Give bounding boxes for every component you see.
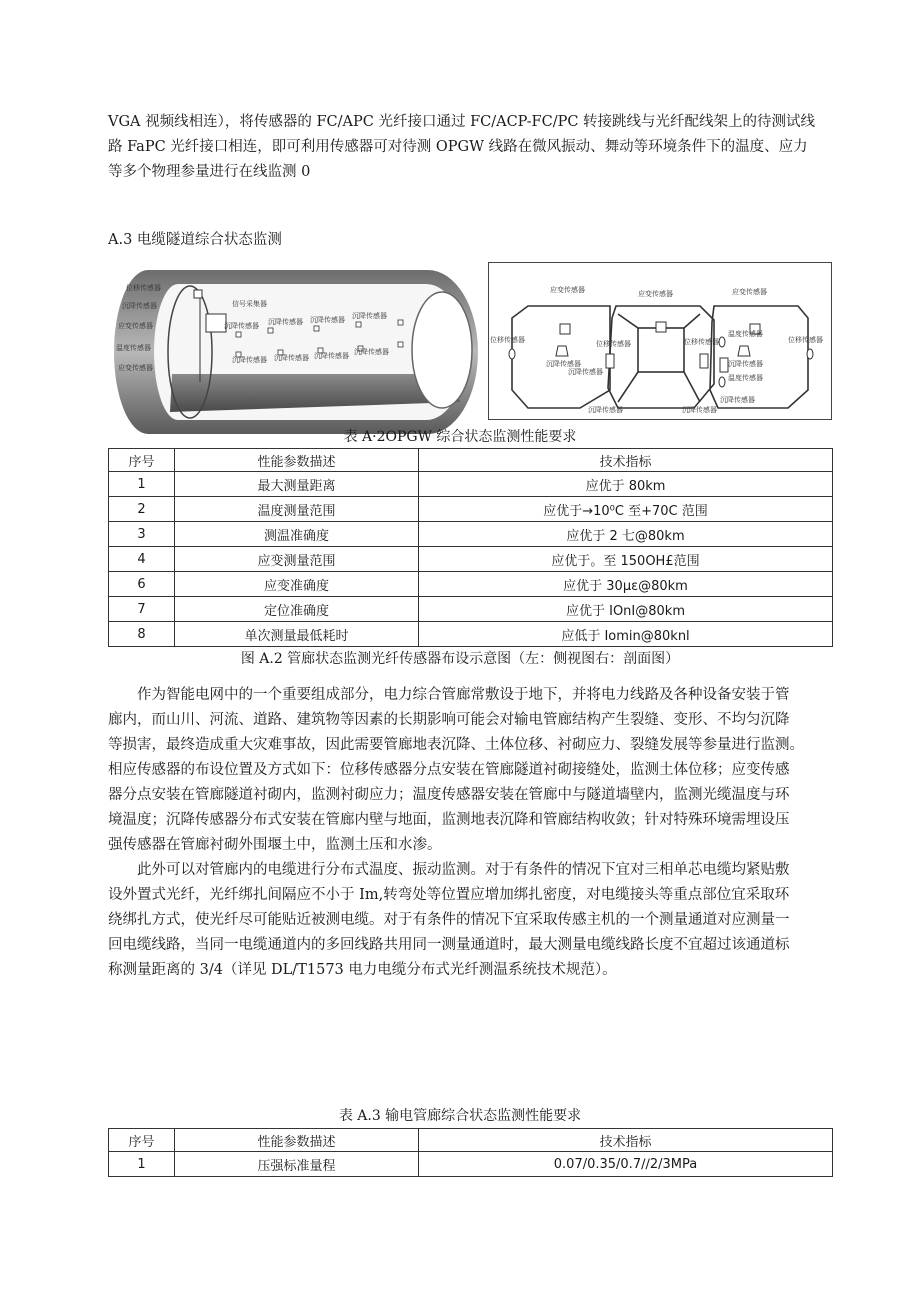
tunnel-side-view-figure: [108, 262, 480, 438]
body-line: 此外可以对管廊内的电缆进行分布式温度、振动监测。对于有条件的情况下宜对三相单芯电缆均紧贴敷: [137, 862, 790, 878]
col-header: 序号: [109, 1129, 175, 1152]
table-row: [109, 1152, 833, 1177]
cell: 6: [109, 572, 175, 597]
settle-bottom-label: 沉降传感器: [588, 406, 623, 414]
cell: 应低于 Iomin@80knl: [419, 622, 833, 647]
col-header: 技术指标: [419, 449, 833, 472]
cell: 应优于 IOnI@80km: [419, 597, 833, 622]
inner-label: 沉降传感器: [314, 352, 349, 360]
body-paragraph-2: [108, 858, 834, 983]
body-line: 绕绑扎方式，使光纤尽可能贴近被测电缆。对于有条件的情况下宜采取传感主机的一个测量通道对应测量一: [108, 912, 790, 928]
disp-label: 位移传感器: [788, 336, 823, 344]
col-header: 性能参数描述: [175, 1129, 419, 1152]
figure-caption: 图 A.2 管廊状态监测光纤传感器布设示意图（左：侧视图右：剖面图）: [240, 651, 680, 667]
settle-label: 沉降传感器: [546, 360, 581, 368]
body-line: 设外置式光纤，光纤绑扎间隔应不小于 Im,转弯处等位置应增加绑扎密度，对电缆接头等重点部位宜采取环: [108, 887, 790, 903]
temp-label: 温度传感器: [728, 374, 763, 382]
inner-label: 沉降传感器: [274, 354, 309, 362]
intro-paragraph: [108, 110, 834, 185]
col-header: 技术指标: [419, 1129, 833, 1152]
intro-line: 路 FaPC 光纤接口相连，即可利用传感器可对待测 OPGW 线路在微风振动、舞动等环境条件下的温度、应力: [108, 139, 808, 155]
cell: 应优于 80km: [419, 472, 833, 497]
cell: 应优于。至 150OH£范围: [419, 547, 833, 572]
table2: [108, 1128, 833, 1177]
signal-collector-box: [206, 314, 226, 332]
cell: 应变准确度: [175, 572, 419, 597]
col-header: 性能参数描述: [175, 449, 419, 472]
tunnel-cross-section-figure: [488, 262, 832, 420]
top-label: 应变传感器: [732, 288, 767, 296]
body-line: 等损害，最终造成重大灾难事故，因此需要管廊地表沉降、土体位移、衬砌应力、裂缝发展等参量进行监测。: [108, 737, 804, 753]
table1: [108, 448, 833, 647]
body-paragraph-1: [108, 683, 834, 858]
settle-label: 沉降传感器: [568, 368, 603, 376]
inner-label: 沉降传感器: [310, 316, 345, 324]
top-label: 应变传感器: [638, 290, 673, 298]
body-line: 廊内，而山川、河流、道路、建筑物等因素的长期影响可能会对输电管廊结构产生裂缝、变形、不均匀沉降: [108, 712, 790, 728]
body-line: 称测量距离的 3/4（详见 DL/T1573 电力电缆分布式光纤测温系统技术规范）。: [108, 962, 617, 978]
cell: 温度测量范围: [175, 497, 419, 522]
cell: 定位准确度: [175, 597, 419, 622]
col-header: 序号: [109, 449, 175, 472]
body-line: 强传感器在管廊衬砌外围堰土中，监测土压和水渗。: [108, 837, 442, 853]
left-label: 沉降传感器: [122, 302, 157, 310]
left-label: 温度传感器: [116, 344, 151, 352]
table1-title: 表 A·2OPGW 综合状态监测性能要求: [343, 429, 577, 445]
figure-frame: [489, 263, 832, 420]
intro-line: VGA 视频线相连），将传感器的 FC/APC 光纤接口通过 FC/ACP-FC/PC 转接跳线与光纤配线架上的待测试线: [108, 114, 816, 130]
inner-label: 沉降传感器: [354, 348, 389, 356]
cell: 4: [109, 547, 175, 572]
cell: 0.07/0.35/0.7∕∕2/3MPa: [419, 1152, 833, 1177]
body-line: 回电缆线路，当同一电缆通道内的多回线路共用同一测量通道时，最大测量电缆线路长度不宜超过该通道标: [108, 937, 790, 953]
table-row: [109, 547, 833, 572]
settle-label: 沉降传感器: [728, 360, 763, 368]
intro-line: 等多个物理参量进行在线监测 0: [108, 164, 311, 180]
cell: 应优于 30με@80km: [419, 572, 833, 597]
cell: 测温准确度: [175, 522, 419, 547]
cell: 应优于→10⁰C 至+70C 范围: [419, 497, 833, 522]
cell: 1: [109, 472, 175, 497]
cell: 2: [109, 497, 175, 522]
body-line: 器分点安装在管廊隧道衬砌内，监测衬砌应力；温度传感器安装在管廊中与隧道墙壁内，监测光缆温度与环: [108, 787, 790, 803]
cell: 7: [109, 597, 175, 622]
section-heading: A.3 电缆隧道综合状态监测: [108, 232, 282, 248]
table2-title: 表 A.3 输电管廊综合状态监测性能要求: [338, 1108, 582, 1124]
cell: 3: [109, 522, 175, 547]
left-label: 位移传感器: [126, 284, 161, 292]
table-header-row: [109, 1129, 833, 1152]
displacement-sensor-mark: [194, 290, 202, 298]
inner-label: 沉降传感器: [268, 318, 303, 326]
cell: 单次测量最低耗时: [175, 622, 419, 647]
table-row: [109, 522, 833, 547]
cell: 应优于 2 七@80km: [419, 522, 833, 547]
inner-label: 沉降传感器: [232, 356, 267, 364]
temp-label: 温度传感器: [728, 330, 763, 338]
cell: 压强标准量程: [175, 1152, 419, 1177]
table-row: [109, 622, 833, 647]
body-line: 作为智能电网中的一个重要组成部分，电力综合管廊常敷设于地下，并将电力线路及各种设备安装于管: [137, 687, 790, 703]
table-row: [109, 572, 833, 597]
body-line: 境温度；沉降传感器分布式安装在管廊内壁与地面，监测地表沉降和管廊结构收敛；针对特殊环境需埋设压: [108, 812, 790, 828]
cell: 8: [109, 622, 175, 647]
settle-bottom-label: 沉降传感器: [682, 406, 717, 414]
cell: 应变测量范围: [175, 547, 419, 572]
inner-label: 沉降传感器: [224, 322, 259, 330]
table-header-row: [109, 449, 833, 472]
table-row: [109, 497, 833, 522]
table-row: [109, 597, 833, 622]
table-row: [109, 472, 833, 497]
cell: 1: [109, 1152, 175, 1177]
left-label: 应变传感器: [118, 322, 153, 330]
inner-label: 信号采集器: [232, 300, 267, 308]
settle-bottom-label: 沉降传感器: [720, 396, 755, 404]
disp-label: 位移传感器: [684, 338, 719, 346]
tunnel-end-opening: [412, 292, 472, 408]
disp-label: 位移传感器: [490, 336, 525, 344]
left-label: 应变传感器: [118, 364, 153, 372]
top-label: 应变传感器: [550, 286, 585, 294]
inner-label: 沉降传感器: [352, 312, 387, 320]
cell: 最大测量距离: [175, 472, 419, 497]
disp-label: 位移传感器: [596, 340, 631, 348]
body-line: 相应传感器的布设位置及方式如下：位移传感器分点安装在管廊隧道衬砌接缝处，监测土体位移；应变传感: [108, 762, 790, 778]
